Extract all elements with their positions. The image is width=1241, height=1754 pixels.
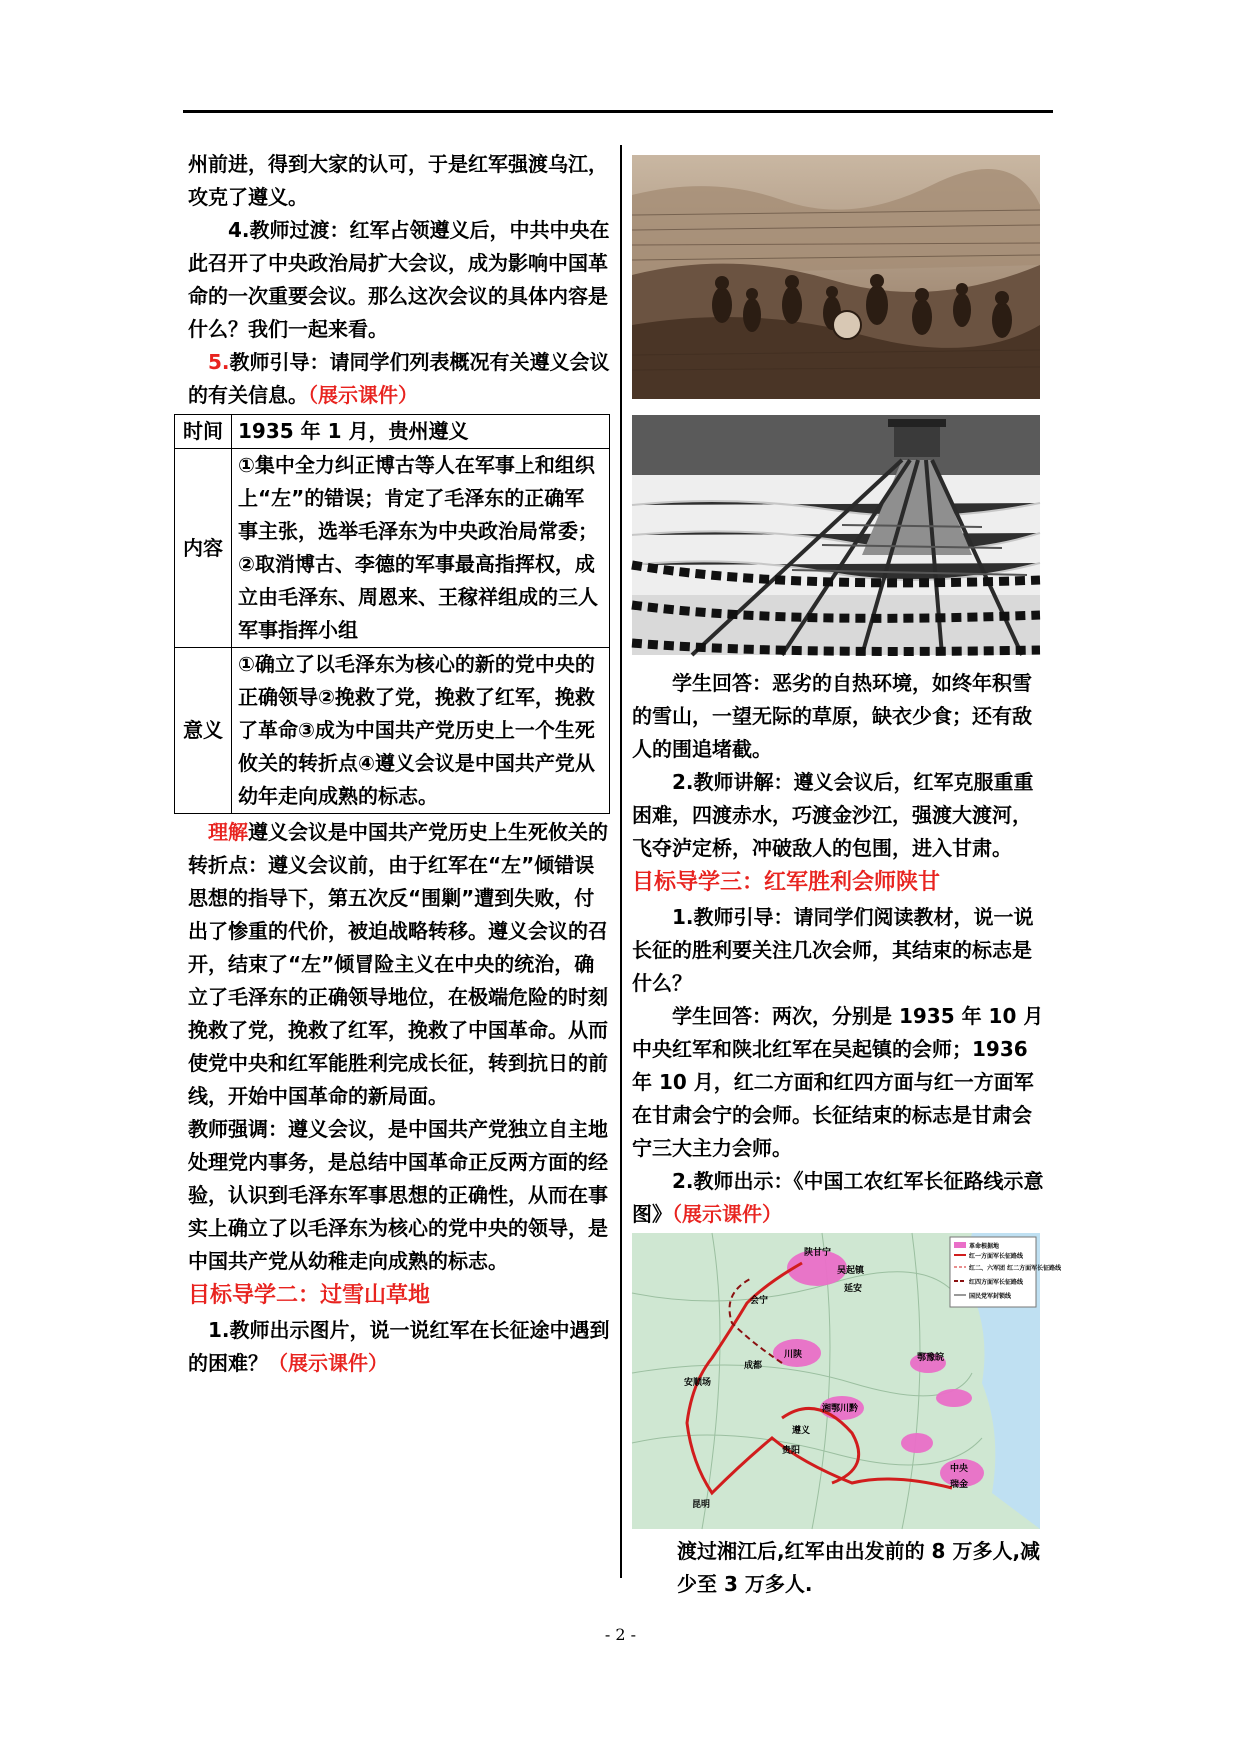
- paragraph: 教师强调：遵义会议，是中国共产党独立自主地处理党内事务，是总结中国革命正反两方面的经验，认识到毛泽东军事思想的正确性，从而在事实上确立了以毛泽东为核心的党中央的领导，是中国共产党从幼稚走向成熟的标志。: [188, 1117, 608, 1273]
- table-key: 内容: [175, 449, 232, 648]
- zunyi-info-table: [174, 414, 610, 814]
- section-heading: 目标导学二：过雪山草地: [188, 1283, 431, 1308]
- map-label: 遵义: [792, 1426, 811, 1436]
- paragraph: 2.教师讲解：遵义会议后，红军克服重重困难，四渡赤水，巧渡金沙江，强渡大渡河，飞夺泸定桥，冲破敌人的包围，进入甘肃。: [632, 770, 1034, 860]
- svg-text:红二、六军团 红二方面军长征路线: 红二、六军团 红二方面军长征路线: [969, 1265, 1062, 1272]
- page-number: - 2 -: [604, 1625, 637, 1644]
- table-value: 1935 年 1 月，贵州遵义: [232, 415, 610, 449]
- paragraph: 5.教师引导：请同学们列表概况有关遵义会议的有关信息。（展示课件）: [188, 350, 610, 407]
- left-column: [183, 148, 610, 1380]
- map-label: 川陕: [784, 1350, 803, 1360]
- courseware-tag: （展示课件）: [672, 1202, 782, 1226]
- paragraph: 1.教师出示图片，说一说红军在长征途中遇到的困难？（展示课件）: [188, 1318, 610, 1375]
- snow-mountain-engraving-image: [632, 155, 1040, 399]
- long-march-route-map: [632, 1233, 1062, 1529]
- paragraph: 学生回答：两次，分别是 1935 年 10 月中央红军和陕北红军在吴起镇的会师；1936 年 10 月，红二方面和红四方面与红一方面军在甘肃会宁的会师。长征结束的标志是甘肃会宁三大主力会师。: [632, 1004, 1044, 1160]
- map-label: 中央: [950, 1464, 969, 1474]
- paragraph: 理解遵义会议是中国共产党历史上生死攸关的转折点：遵义会议前，由于红军在“左”倾错误思想的指导下，第五次反“围剿”遭到失败，付出了惨重的代价，被迫战略转移。遵义会议的召开，结束了“左”倾冒险主义在中央的统治，确立了毛泽东的正确领导地位，在极端危险的时刻挽救了党，挽救了红军，挽救了中国革命。从而使党中央和红军能胜利完成长征，转到抗日的前线，开始中国革命的新局面。: [188, 820, 608, 1108]
- svg-text:国民党军封锁线: 国民党军封锁线: [969, 1293, 1012, 1300]
- svg-text:革命根据地: 革命根据地: [969, 1243, 1000, 1250]
- map-label: 瑞金: [950, 1480, 969, 1490]
- paragraph: 2.教师出示：《中国工农红军长征路线示意图》（展示课件）: [632, 1169, 1044, 1226]
- map-label: 陕甘宁: [804, 1248, 832, 1258]
- map-label: 贵阳: [782, 1446, 801, 1456]
- step-number: 5.: [208, 350, 230, 374]
- table-value: ①集中全力纠正博古等人在军事上和组织上“左”的错误；肯定了毛泽东的正确军事主张，选举毛泽东为中央政治局常委； ②取消博古、李德的军事最高指挥权，成立由毛泽东、周恩来、王稼祥组成的三人军事指挥小组: [232, 449, 610, 648]
- paragraph: 州前进，得到大家的认可，于是红军强渡乌江，攻克了遵义。: [188, 152, 608, 209]
- map-label: 成都: [744, 1361, 763, 1371]
- map-caption: 渡过湘江后,红军由出发前的 8 万多人,减少至 3 万多人.: [677, 1539, 1041, 1596]
- header-rule: [183, 110, 1053, 113]
- table-row: [175, 449, 610, 648]
- map-label: 安顺场: [684, 1378, 712, 1388]
- map-label: 吴起镇: [837, 1266, 865, 1276]
- section-heading: 目标导学三：红军胜利会师陕甘: [632, 870, 941, 895]
- paragraph: 学生回答：恶劣的自热环境，如终年积雪的雪山，一望无际的草原，缺衣少食；还有敌人的围追堵截。: [632, 671, 1032, 761]
- column-divider: [620, 145, 622, 1578]
- svg-text:红四方面军长征路线: 红四方面军长征路线: [969, 1279, 1024, 1286]
- courseware-tag: （展示课件）: [308, 383, 418, 407]
- map-label: 延安: [844, 1284, 863, 1294]
- table-row: [175, 648, 610, 814]
- paragraph: 1.教师引导：请同学们阅读教材，说一说长征的胜利要关注几次会师，其结束的标志是什么？: [632, 905, 1034, 995]
- svg-text:红一方面军长征路线: 红一方面军长征路线: [969, 1253, 1024, 1260]
- understand-tag: 理解: [208, 820, 248, 844]
- table-row: [175, 415, 610, 449]
- map-label: 昆明: [692, 1500, 711, 1510]
- courseware-tag: （展示课件）: [268, 1351, 388, 1375]
- table-key: 时间: [175, 415, 232, 449]
- map-legend: [950, 1237, 1062, 1307]
- map-label: 会宁: [750, 1296, 769, 1306]
- right-column: [632, 155, 1062, 1601]
- table-key: 意义: [175, 648, 232, 814]
- table-value: ①确立了以毛泽东为核心的新的党中央的正确领导②挽救了党，挽救了红军，挽救了革命③成为中国共产党历史上一个生死攸关的转折点④遵义会议是中国共产党从幼年走向成熟的标志。: [232, 648, 610, 814]
- map-label: 鄂豫皖: [917, 1353, 945, 1363]
- map-label: 湘鄂川黔: [822, 1404, 859, 1414]
- paragraph: 4.教师过渡：红军占领遵义后，中共中央在此召开了中央政治局扩大会议，成为影响中国革命的一次重要会议。那么这次会议的具体内容是什么？我们一起来看。: [188, 218, 610, 341]
- luding-bridge-photo: [632, 415, 1040, 655]
